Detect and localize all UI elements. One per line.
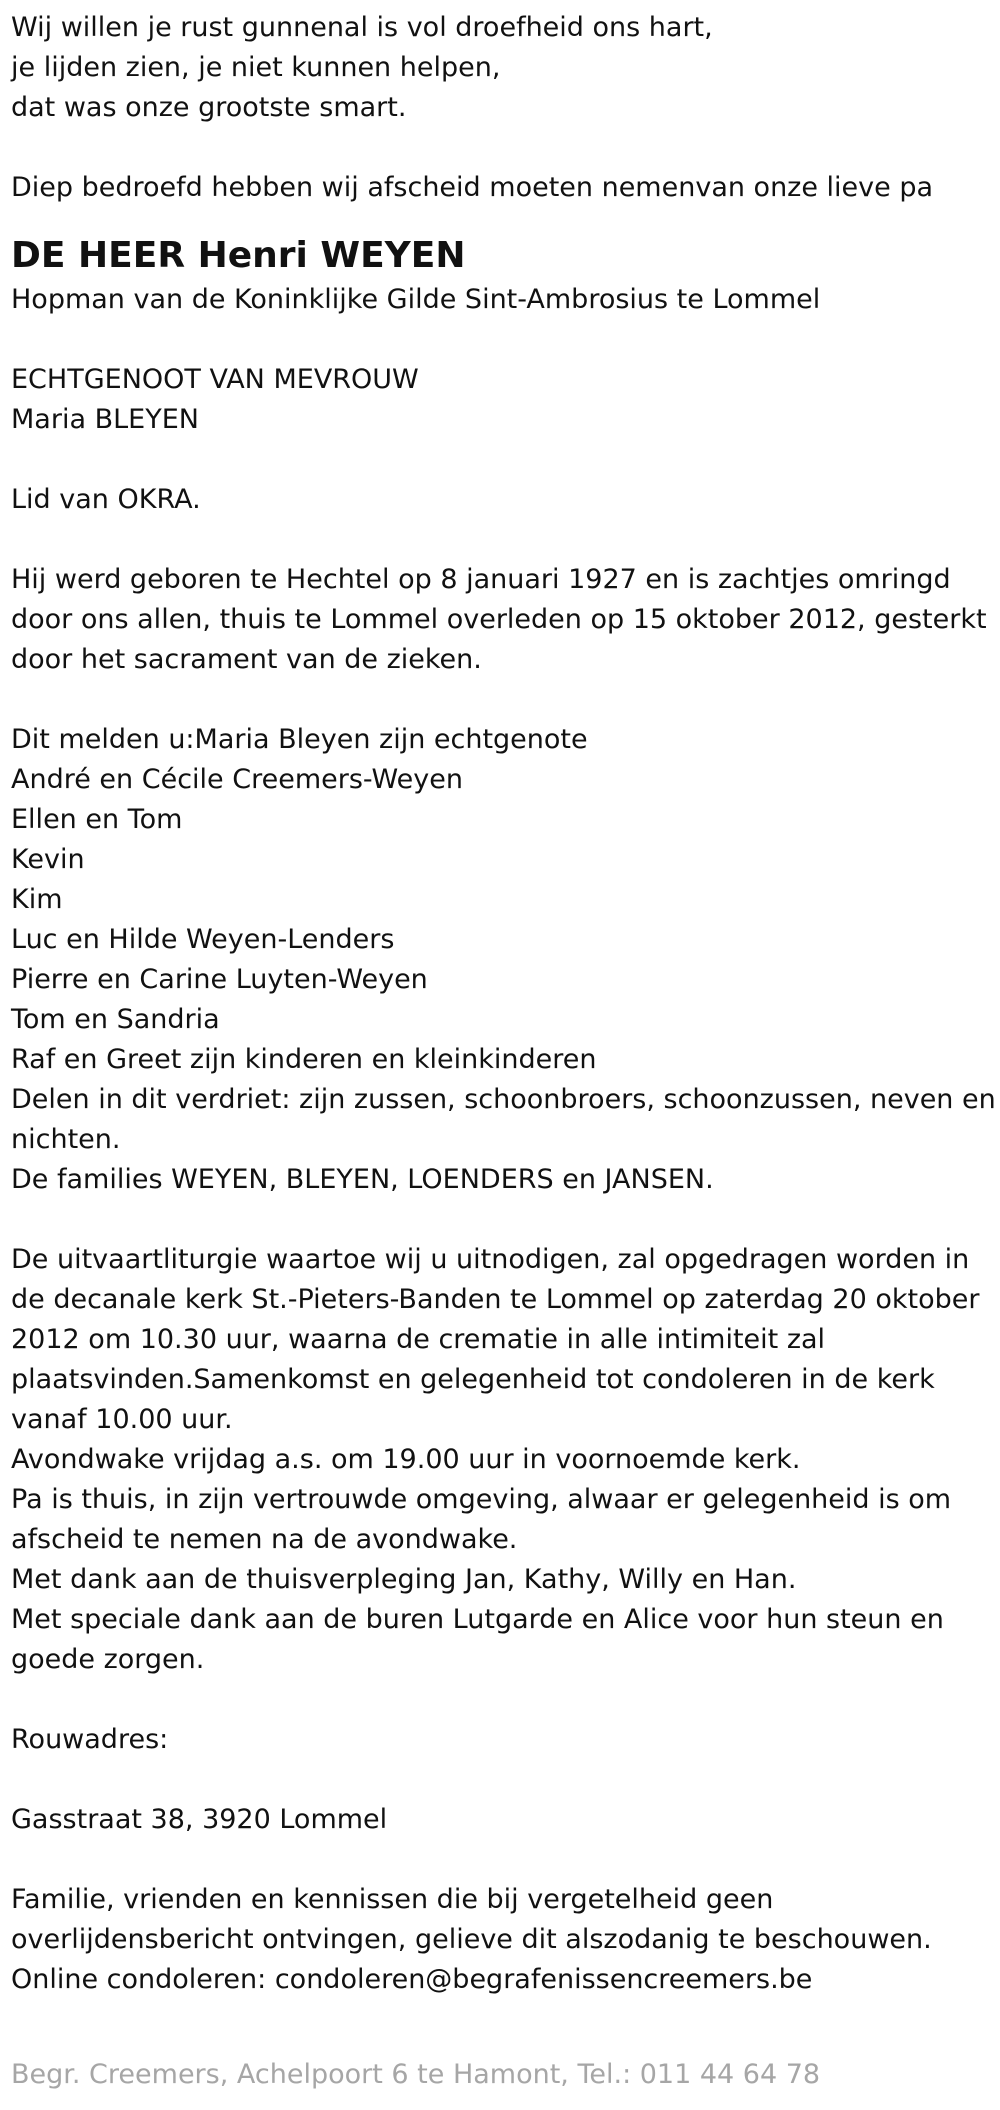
- address-label-block: [11, 1720, 1000, 1760]
- address-value-block: [11, 1800, 1000, 1840]
- spouse-name: Maria BLEYEN: [11, 404, 199, 435]
- funeral-home-footer: Begr. Creemers, Achelpoort 6 te Hamont, Tel.: 011 44 64 78: [11, 2059, 821, 2090]
- funeral-line: De uitvaartliturgie waartoe wij u uitnodigen, zal opgedragen worden in: [11, 1244, 970, 1275]
- announcer-line: nichten.: [11, 1124, 121, 1155]
- address-label: Rouwadres:: [11, 1724, 169, 1755]
- announcer-line: Raf en Greet zijn kinderen en kleinkinderen: [11, 1044, 597, 1075]
- funeral-line: Pa is thuis, in zijn vertrouwde omgeving, alwaar er gelegenheid is om: [11, 1484, 952, 1515]
- announcer-line: De families WEYEN, BLEYEN, LOENDERS en JANSEN.: [11, 1164, 714, 1195]
- birth-death-line: door het sacrament van de zieken.: [11, 644, 482, 675]
- poem-line: je lijden zien, je niet kunnen helpen,: [11, 52, 501, 83]
- spouse-label: ECHTGENOOT VAN MEVROUW: [11, 364, 419, 395]
- birth-death-line: Hij werd geboren te Hechtel op 8 januari 1927 en is zachtjes omringd: [11, 564, 951, 595]
- announcer-line: André en Cécile Creemers-Weyen: [11, 764, 463, 795]
- closing-line: Familie, vrienden en kennissen die bij vergetelheid geen: [11, 1884, 774, 1915]
- funeral-line: vanaf 10.00 uur.: [11, 1404, 233, 1435]
- announcer-line: Kim: [11, 884, 63, 915]
- funeral-line: Met speciale dank aan de buren Lutgarde en Alice voor hun steun en: [11, 1604, 944, 1635]
- intro: [11, 168, 1000, 208]
- birth-death-line: door ons allen, thuis te Lommel overleden op 15 oktober 2012, gesterkt: [11, 604, 987, 635]
- poem-line: dat was onze grootste smart.: [11, 92, 407, 123]
- funeral-line: 2012 om 10.30 uur, waarna de crematie in alle intimiteit zal: [11, 1324, 826, 1355]
- announcer-line: Dit melden u:Maria Bleyen zijn echtgenote: [11, 724, 588, 755]
- announcers: [11, 720, 1000, 1200]
- announcer-line: Delen in dit verdriet: zijn zussen, schoonbroers, schoonzussen, neven en: [11, 1084, 996, 1115]
- funeral-line: de decanale kerk St.-Pieters-Banden te Lommel op zaterdag 20 oktober: [11, 1284, 980, 1315]
- funeral-line: Met dank aan de thuisverpleging Jan, Kathy, Willy en Han.: [11, 1564, 797, 1595]
- address-value: Gasstraat 38, 3920 Lommel: [11, 1804, 388, 1835]
- deceased: [11, 232, 1000, 320]
- funeral-line: goede zorgen.: [11, 1644, 205, 1675]
- funeral-line: Avondwake vrijdag a.s. om 19.00 uur in voornoemde kerk.: [11, 1444, 801, 1475]
- deceased-name: DE HEER Henri WEYEN: [11, 235, 466, 276]
- closing-line: overlijdensbericht ontvingen, gelieve dit alszodanig te beschouwen.: [11, 1924, 932, 1955]
- spouse: [11, 360, 1000, 440]
- announcer-line: Kevin: [11, 844, 85, 875]
- membership-line: Lid van OKRA.: [11, 484, 201, 515]
- announcer-line: Pierre en Carine Luyten-Weyen: [11, 964, 428, 995]
- closing-line: Online condoleren: condoleren@begrafenissencreemers.be: [11, 1964, 813, 1995]
- funeral-line: afscheid te nemen na de avondwake.: [11, 1524, 518, 1555]
- birth-death: [11, 560, 1000, 680]
- closing: [11, 1880, 1000, 2000]
- funeral-details: [11, 1240, 1000, 1680]
- intro-line: Diep bedroefd hebben wij afscheid moeten nemenvan onze lieve pa: [11, 172, 934, 203]
- membership: [11, 480, 1000, 520]
- deceased-role: Hopman van de Koninklijke Gilde Sint-Ambrosius te Lommel: [11, 284, 821, 315]
- announcer-line: Luc en Hilde Weyen-Lenders: [11, 924, 395, 955]
- poem-line: Wij willen je rust gunnenal is vol droefheid ons hart,: [11, 12, 713, 43]
- poem: [11, 8, 1000, 128]
- funeral-line: plaatsvinden.Samenkomst en gelegenheid tot condoleren in de kerk: [11, 1364, 935, 1395]
- announcer-line: Ellen en Tom: [11, 804, 183, 835]
- announcer-line: Tom en Sandria: [11, 1004, 220, 1035]
